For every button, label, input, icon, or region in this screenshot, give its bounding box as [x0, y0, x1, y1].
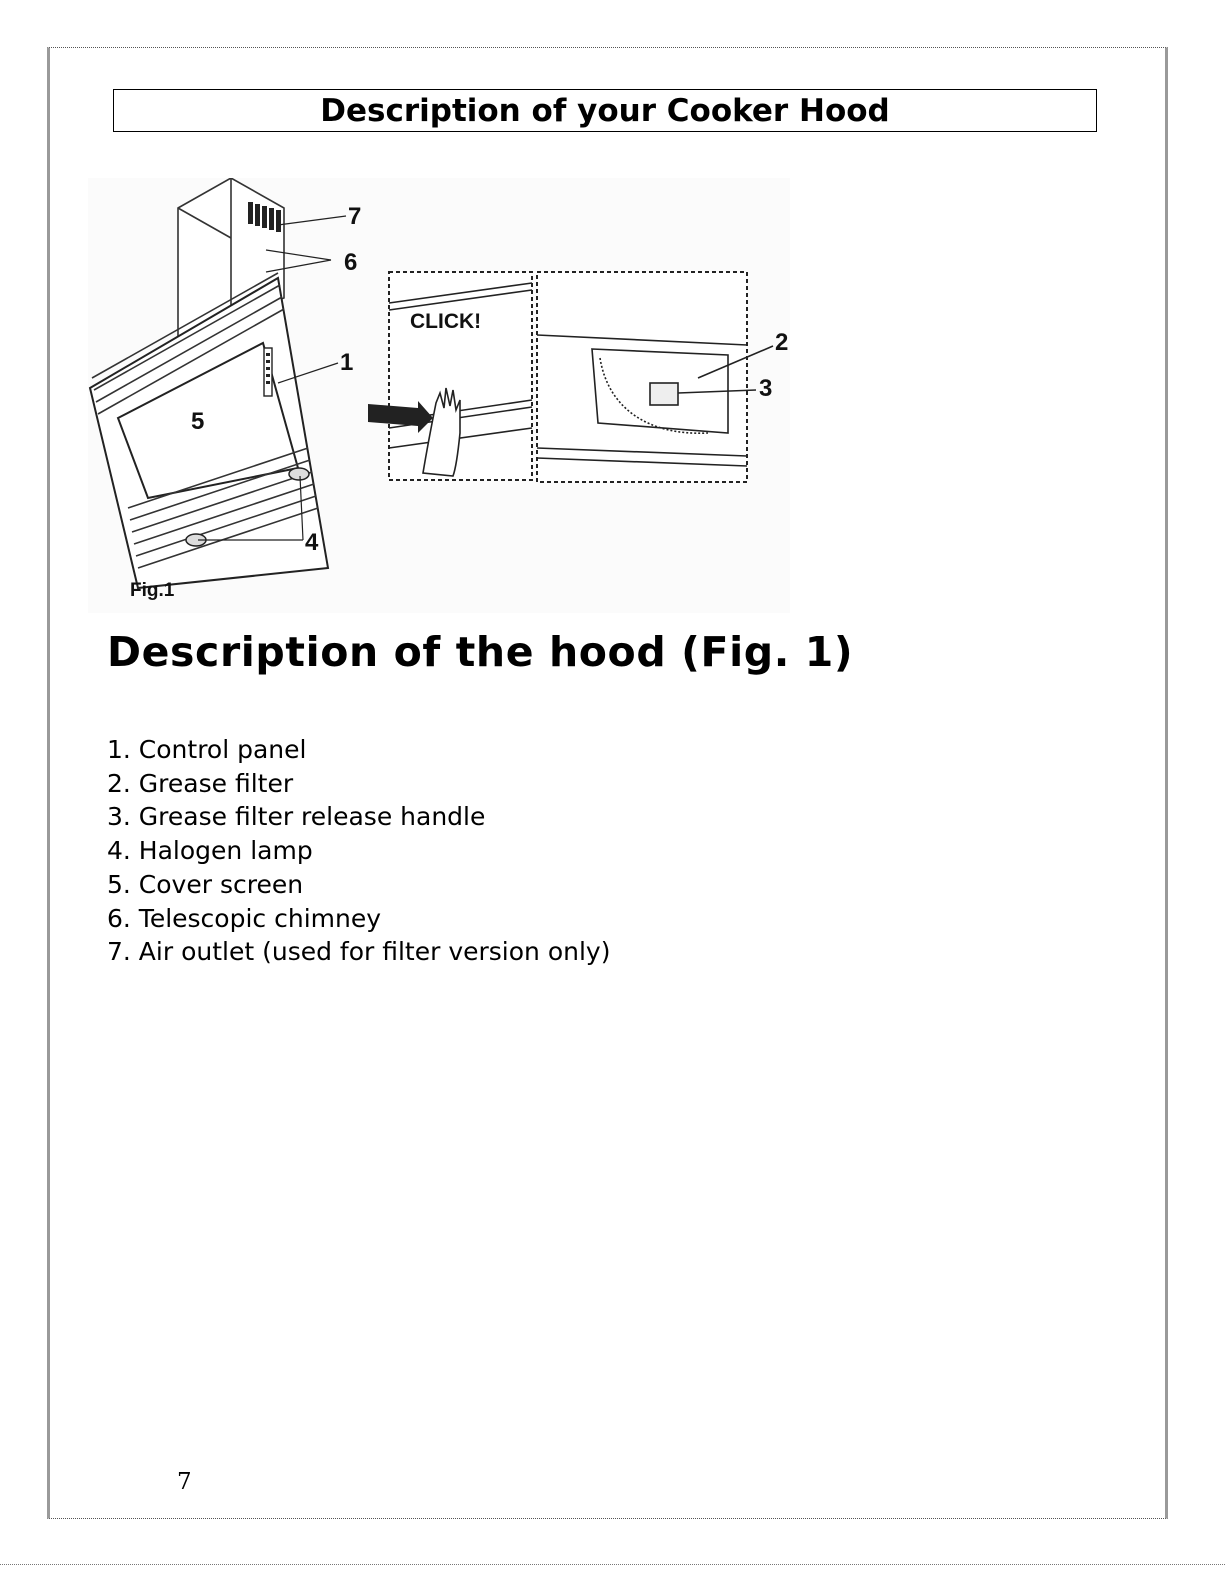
detail-panel-click — [389, 272, 532, 480]
bottom-divider — [0, 1564, 1225, 1565]
list-item: 6. Telescopic chimney — [107, 903, 382, 933]
callout-7: 7 — [348, 203, 362, 230]
parts-list — [107, 733, 610, 969]
callout-5: 5 — [191, 408, 205, 435]
callout-6: 6 — [344, 249, 358, 276]
callout-3: 3 — [759, 375, 773, 402]
list-item: 2. Grease filter — [107, 768, 294, 798]
list-item: 1. Control panel — [107, 735, 307, 764]
list-item: 3. Grease filter release handle — [107, 802, 486, 832]
detail-panel-filter — [537, 272, 747, 482]
click-label: CLICK! — [410, 310, 482, 333]
list-item: 4. Halogen lamp — [107, 836, 313, 866]
list-item: 5. Cover screen — [107, 869, 304, 899]
callout-4: 4 — [305, 529, 319, 556]
callout-1: 1 — [340, 349, 354, 376]
page-number: 7 — [177, 1469, 192, 1495]
callout-2: 2 — [775, 329, 789, 356]
header-title: Description of your Cooker Hood — [320, 92, 890, 129]
figure-caption: Fig.1 — [130, 580, 175, 601]
list-item: 7. Air outlet (used for filter version only) — [107, 937, 611, 967]
section-title: Description of the hood (Fig. 1) — [107, 628, 854, 676]
hood-diagram — [88, 178, 790, 613]
page-header — [113, 89, 1097, 132]
